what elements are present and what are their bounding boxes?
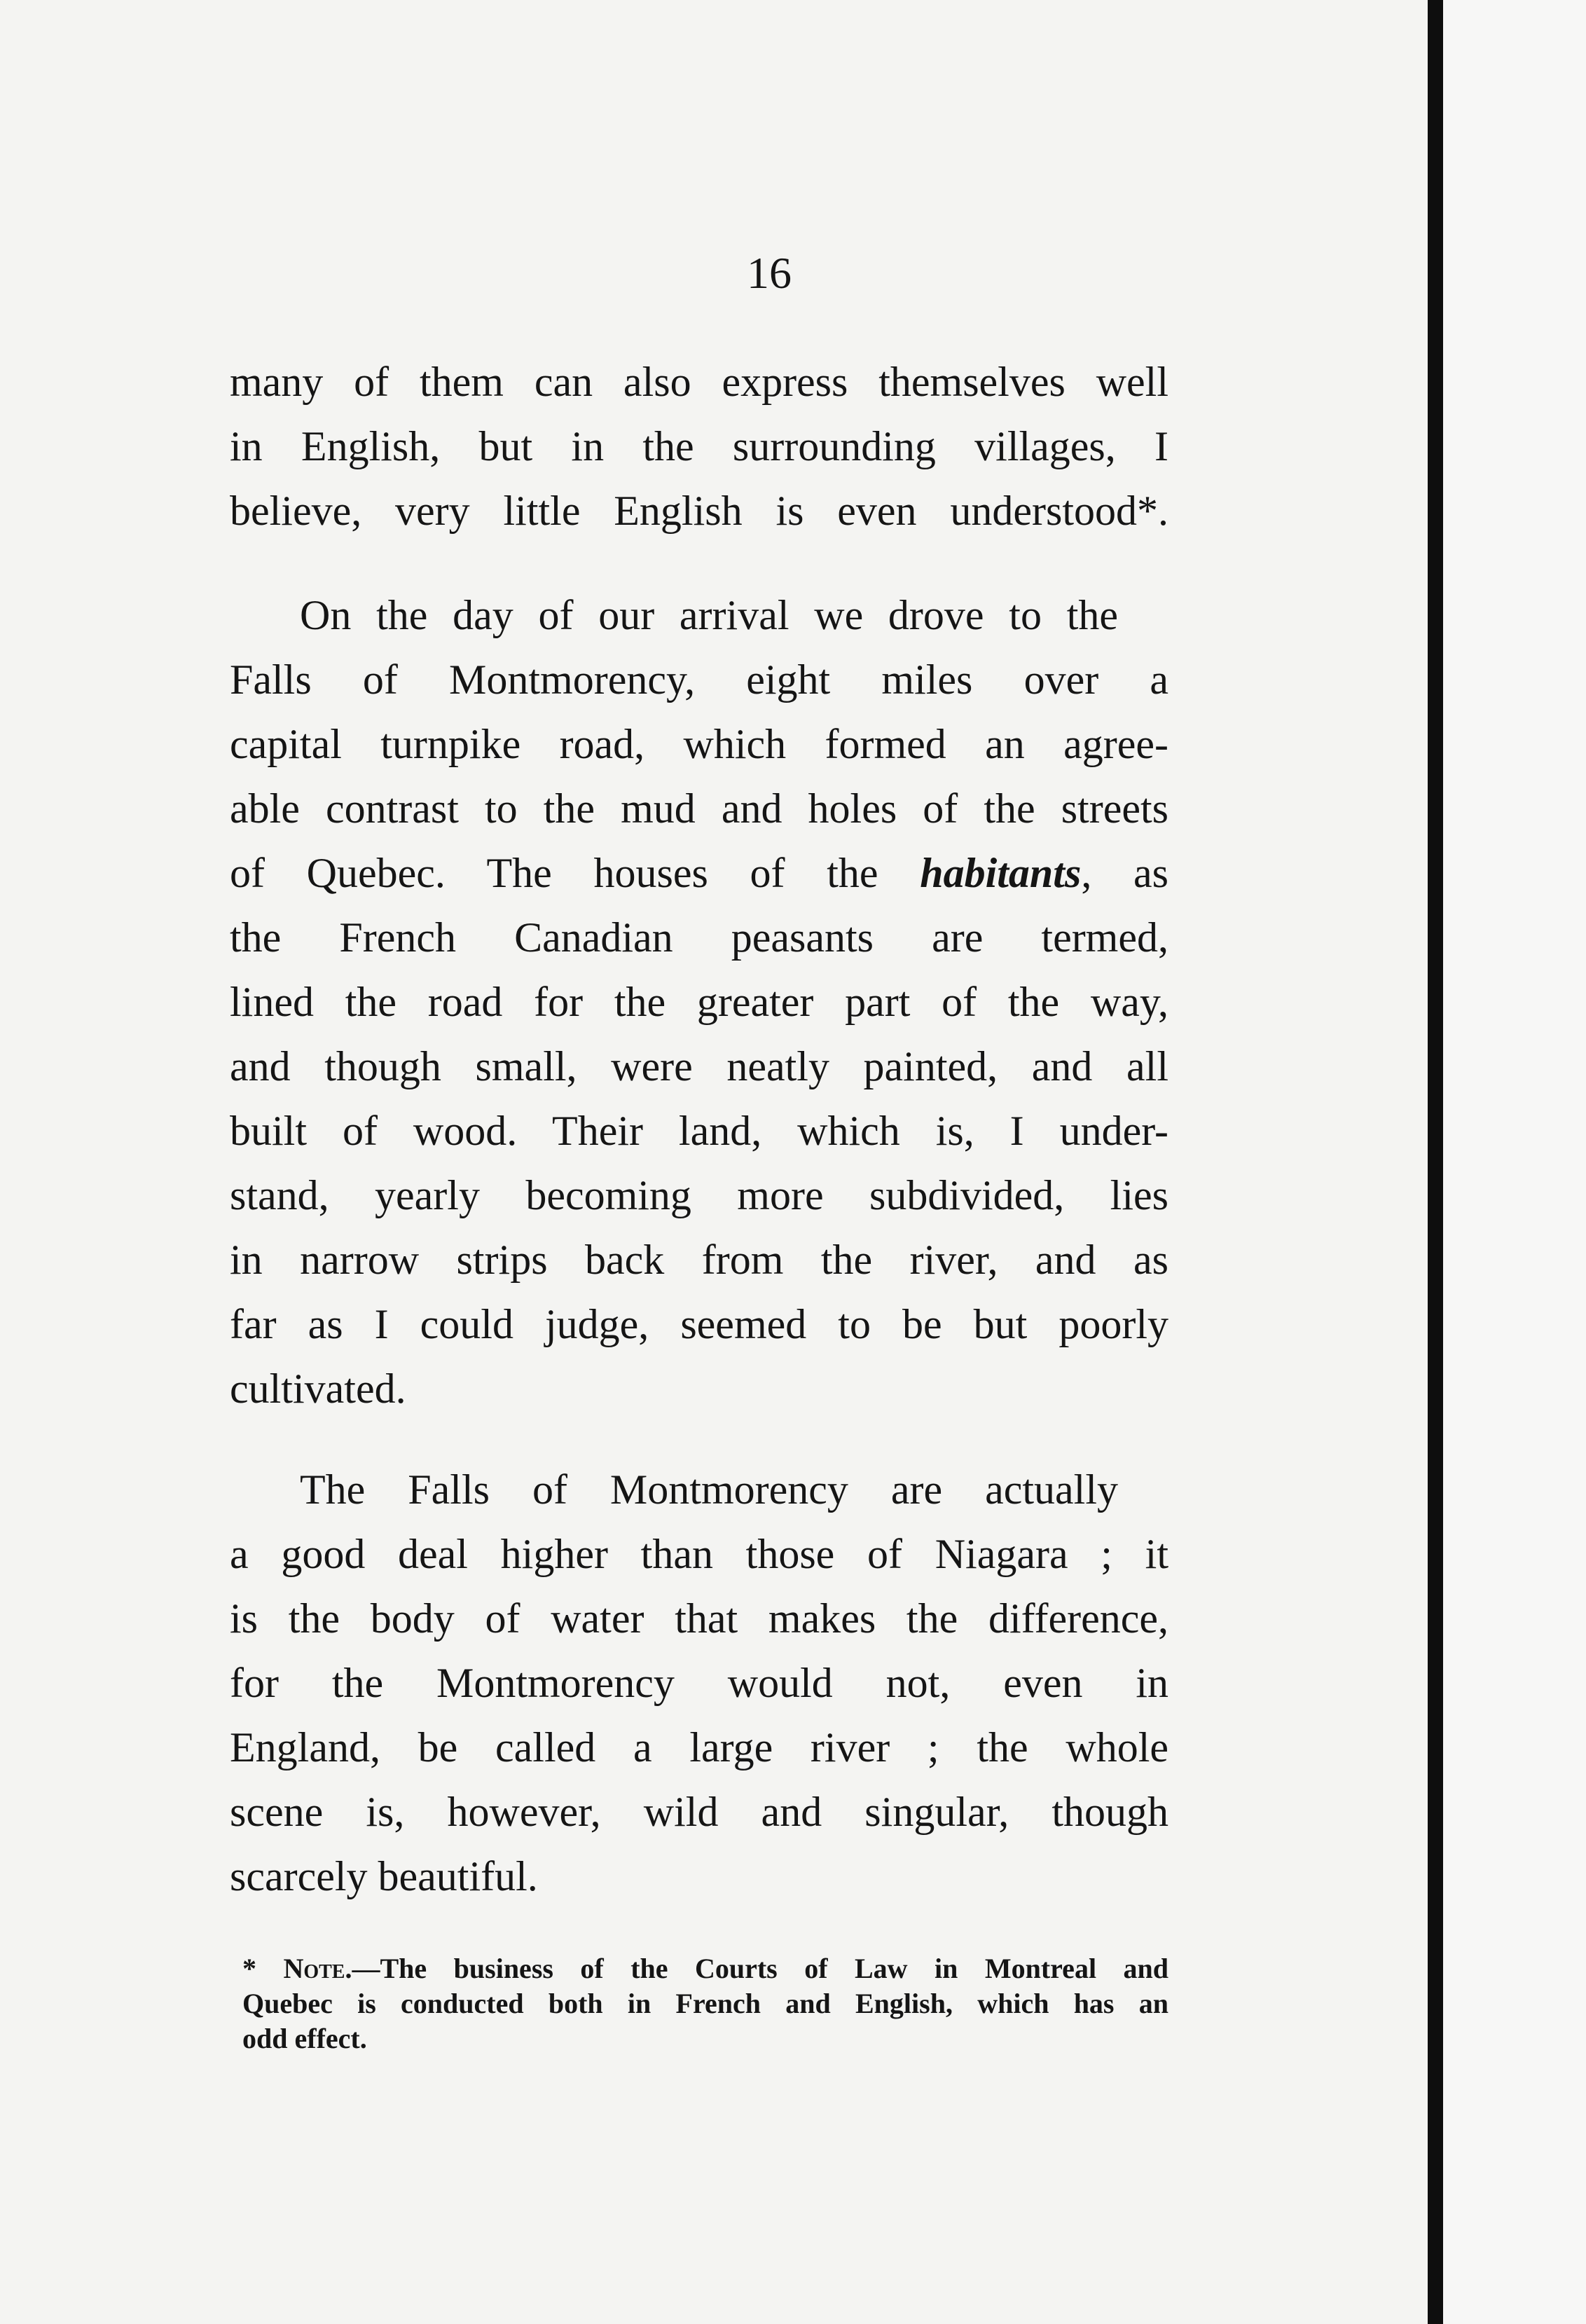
paragraph-3-line-4: for the Montmorency would not, even in <box>230 1660 1168 1706</box>
paragraph-2-line-5 <box>230 845 1168 901</box>
paragraph-1-line-3: believe, very little English is even understood*. <box>230 488 1168 534</box>
paragraph-2-line-4: able contrast to the mud and holes of the streets <box>230 785 1168 832</box>
paragraph-2-line-11: in narrow strips back from the river, and as <box>230 1237 1168 1283</box>
habitants-italic: habitants <box>920 850 1082 896</box>
footnote-line-2: Quebec is conducted both in French and English, which has an <box>242 1988 1168 2019</box>
footnote-label: Note <box>283 1953 345 1984</box>
paragraph-3-line-7: scarcely beautiful. <box>230 1853 538 1899</box>
footnote-line-3: odd effect. <box>242 2023 367 2054</box>
paragraph-3-line-3: is the body of water that makes the difference, <box>230 1595 1168 1642</box>
paragraph-2-line-7: lined the road for the greater part of the way, <box>230 979 1168 1025</box>
footnote-text-1: .—The business of the Courts of Law in Montreal and <box>345 1953 1169 1984</box>
paragraph-3-line-5: England, be called a large river ; the whole <box>230 1724 1168 1770</box>
paragraph-2-line-2: Falls of Montmorency, eight miles over a <box>230 656 1168 703</box>
footnote-line-1 <box>242 1952 1168 1986</box>
adjacent-page-strip <box>1443 0 1586 2324</box>
paragraph-2-line-12: far as I could judge, seemed to be but poorly <box>230 1301 1168 1347</box>
paragraph-2-line-10: stand, yearly becoming more subdivided, lies <box>230 1172 1168 1218</box>
paragraph-2-line-3: capital turnpike road, which formed an agree- <box>230 721 1168 767</box>
paragraph-2-line-8: and though small, were neatly painted, and all <box>230 1043 1168 1089</box>
line-5-end: , as <box>1081 850 1169 896</box>
paragraph-2-line-13: cultivated. <box>230 1366 406 1412</box>
paragraph-1-line-1: many of them can also express themselves well <box>230 359 1168 405</box>
paragraph-3-line-2: a good deal higher than those of Niagara ; it <box>230 1531 1168 1577</box>
paragraph-2-line-1: On the day of our arrival we drove to the <box>300 592 1118 638</box>
paragraph-1-line-2: in English, but in the surrounding villages, I <box>230 423 1168 469</box>
paragraph-2-line-9: built of wood. Their land, which is, I under- <box>230 1108 1168 1154</box>
paragraph-3-line-6: scene is, however, wild and singular, though <box>230 1789 1168 1835</box>
page-number: 16 <box>747 248 792 298</box>
paragraph-2-line-6: the French Canadian peasants are termed, <box>230 914 1168 961</box>
binding-edge <box>1428 0 1443 2324</box>
line-5-start: of Quebec. The houses of the <box>230 850 920 896</box>
paragraph-3-line-1: The Falls of Montmorency are actually <box>300 1466 1118 1513</box>
footnote-marker: * <box>242 1953 284 1984</box>
